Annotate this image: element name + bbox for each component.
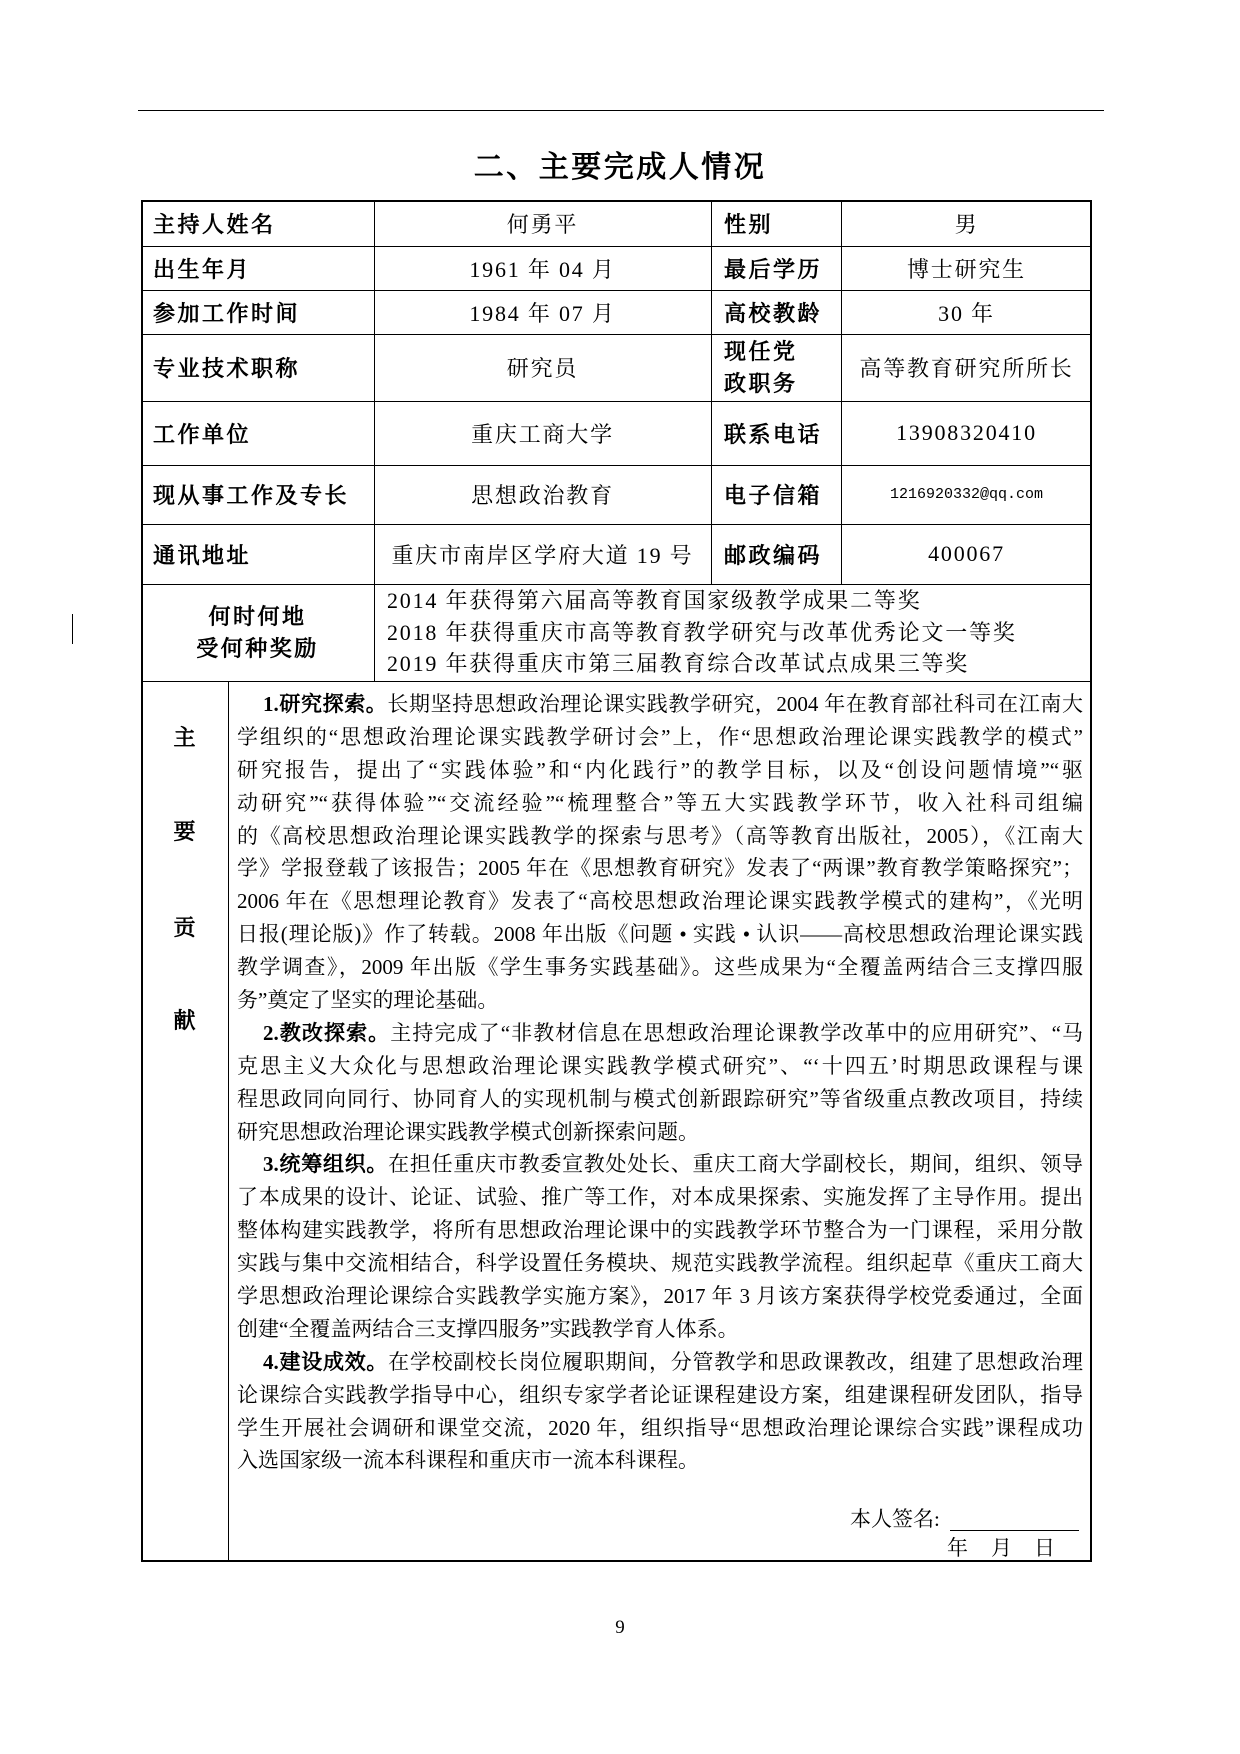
awards-list xyxy=(374,584,1092,681)
section-title: 二、主要完成人情况 xyxy=(473,151,767,184)
contribution-line xyxy=(237,688,1083,721)
contribution-line: 论课综合实践教学指导中心，组织专家学者论证课程建设方案，组建课程研发团队，指导 xyxy=(237,1382,1083,1407)
contributions-label-char: 献 xyxy=(173,1008,196,1033)
email-value: 1216920332@qq.com xyxy=(889,486,1044,503)
contribution-line: 研究报告，提出了“实践体验”和“内化践行”的教学目标，以及“创设问题情境”“驱 xyxy=(237,757,1083,782)
contribution-line: 入选国家级一流本科课程和重庆市一流本科课程。 xyxy=(237,1448,699,1473)
contribution-line: 整体构建实践教学，将所有思想政治理论课中的实践教学环节整合为一门课程，采用分散 xyxy=(237,1218,1083,1243)
award-item: 2014 年获得第六届高等教育国家级教学成果二等奖 xyxy=(387,588,922,614)
contribution-line: 学生开展社会调研和课堂交流，2020 年，组织指导“思想政治理论课综合实践”课程成功 xyxy=(237,1415,1083,1440)
contribution-line: 了本成果的设计、论证、试验、推广等工作，对本成果探索、实施发挥了主导作用。提出 xyxy=(237,1185,1083,1210)
contribution-line xyxy=(237,1148,1083,1181)
contribution-line: 学》学报登载了该报告；2005 年在《思想教育研究》发表了“两课”教育教学策略探究”； xyxy=(237,856,1083,881)
contribution-text: 长期坚持思想政治理论课实践教学研究，2004 年在教育部社科司在江南大 xyxy=(387,692,1083,716)
specialty-value: 思想政治教育 xyxy=(471,483,614,508)
contributions-label-char: 主 xyxy=(173,725,196,750)
contribution-line: 务”奠定了坚实的理论基础。 xyxy=(237,988,499,1013)
signature-line xyxy=(950,1530,1079,1531)
table-rule xyxy=(141,681,1092,682)
postcode-value: 400067 xyxy=(928,541,1005,566)
award-item: 2018 年获得重庆市高等教育教学研究与改革优秀论文一等奖 xyxy=(387,619,1017,645)
contribution-line: 实践与集中交流相结合，科学设置任务模块、规范实践教学流程。组织起草《重庆工商大 xyxy=(237,1251,1083,1276)
signature-month: 月 xyxy=(991,1536,1012,1560)
phone-value: 13908320410 xyxy=(896,420,1037,445)
contribution-line xyxy=(237,1017,1083,1050)
contribution-line: 学组织的“思想政治理论课实践教学研讨会”上，作“思想政治理论课实践教学的模式” xyxy=(237,724,1083,749)
employer-label: 工作单位 xyxy=(153,421,252,447)
awards-label xyxy=(141,584,374,681)
phone-label: 联系电话 xyxy=(724,421,823,447)
contribution-heading: 2.教改探索。 xyxy=(263,1020,391,1045)
signature-year: 年 xyxy=(947,1536,968,1560)
birth-value: 1961 年 04 月 xyxy=(469,256,616,282)
address-value: 重庆市南岸区学府大道 19 号 xyxy=(391,542,694,568)
teaching-years-label: 高校教龄 xyxy=(724,300,823,326)
position-label-line: 现任党 xyxy=(724,338,798,364)
contribution-line: 动研究”“获得体验”“交流经验”“梳理整合”等五大实践教学环节，收入社科司组编 xyxy=(237,790,1083,815)
contribution-line: 的《高校思想政治理论课实践教学的探索与思考》（高等教育出版社，2005），《江南大 xyxy=(237,823,1083,848)
address-label: 通讯地址 xyxy=(153,542,252,568)
contribution-heading: 1.研究探索。 xyxy=(263,692,388,716)
contributions-body xyxy=(237,688,1083,1477)
awards-label-line: 受何种奖励 xyxy=(196,635,319,661)
work-start-value: 1984 年 07 月 xyxy=(469,300,616,326)
header-rule xyxy=(138,110,1104,111)
contribution-line: 日报(理论版)》作了转载。2008 年出版《问题 • 实践 • 认识——高校思想政治理论课实践 xyxy=(237,922,1083,947)
name-label: 主持人姓名 xyxy=(153,211,276,237)
contribution-line: 程思政同向同行、协同育人的实现机制与模式创新跟踪研究”等省级重点教改项目，持续 xyxy=(237,1086,1083,1111)
page-number: 9 xyxy=(615,1617,625,1638)
signature-label: 本人签名: xyxy=(850,1507,940,1531)
gender-label: 性别 xyxy=(724,211,774,237)
contribution-heading: 4.建设成效。 xyxy=(263,1349,389,1374)
contribution-line: 研究思想政治理论课实践教学模式创新探索问题。 xyxy=(237,1119,699,1144)
degree-value: 博士研究生 xyxy=(906,256,1026,282)
degree-label: 最后学历 xyxy=(724,256,823,282)
position-value: 高等教育研究所所长 xyxy=(859,356,1074,381)
contribution-text: 在担任重庆市教委宣教处处长、重庆工商大学副校长，期间，组织、领导 xyxy=(388,1152,1083,1177)
awards-label-line: 何时何地 xyxy=(208,603,307,629)
contribution-text: 主持完成了“非教材信息在思想政治理论课教学改革中的应用研究”、“马 xyxy=(390,1020,1083,1045)
contribution-text: 在学校副校长岗位履职期间，分管教学和思政课教改，组建了思想政治理 xyxy=(388,1349,1083,1374)
postcode-label: 邮政编码 xyxy=(724,542,823,568)
email-label: 电子信箱 xyxy=(724,483,823,508)
contribution-line: 教学调查》，2009 年出版《学生事务实践基础》。这些成果为“全覆盖两结合三支撑四服 xyxy=(237,955,1083,980)
table-rule xyxy=(228,681,229,1562)
employer-value: 重庆工商大学 xyxy=(471,421,614,447)
teaching-years-value: 30 年 xyxy=(938,300,995,326)
position-label xyxy=(711,334,841,401)
contributions-label-char: 要 xyxy=(173,819,196,844)
specialty-label: 现从事工作及专长 xyxy=(153,483,350,508)
contributions-label-char: 贡 xyxy=(173,915,196,940)
contribution-line: 2006 年在《思想理论教育》发表了“高校思想政治理论课实践教学模式的建构”，《光明 xyxy=(237,889,1083,914)
work-start-label: 参加工作时间 xyxy=(153,300,301,326)
name-value: 何勇平 xyxy=(506,211,579,237)
contribution-heading: 3.统筹组织。 xyxy=(263,1152,389,1177)
text-cursor-mark xyxy=(72,614,73,644)
award-item: 2019 年获得重庆市第三届教育综合改革试点成果三等奖 xyxy=(387,651,970,677)
contribution-line: 创建“全覆盖两结合三支撑四服务”实践教学育人体系。 xyxy=(237,1316,739,1341)
birth-label: 出生年月 xyxy=(153,256,252,282)
contribution-line: 克思主义大众化与思想政治理论课实践教学模式研究”、“‘十四五’时期思政课程与课 xyxy=(237,1053,1083,1078)
contribution-line: 学思想政治理论课综合实践教学实施方案》，2017 年 3 月该方案获得学校党委通过，全面 xyxy=(237,1284,1083,1309)
position-label-line: 政职务 xyxy=(724,370,798,396)
professional-title-value: 研究员 xyxy=(506,356,579,381)
signature-day: 日 xyxy=(1034,1536,1055,1560)
professional-title-label: 专业技术职称 xyxy=(153,356,301,381)
gender-value: 男 xyxy=(954,211,979,237)
contribution-line xyxy=(237,1346,1083,1379)
